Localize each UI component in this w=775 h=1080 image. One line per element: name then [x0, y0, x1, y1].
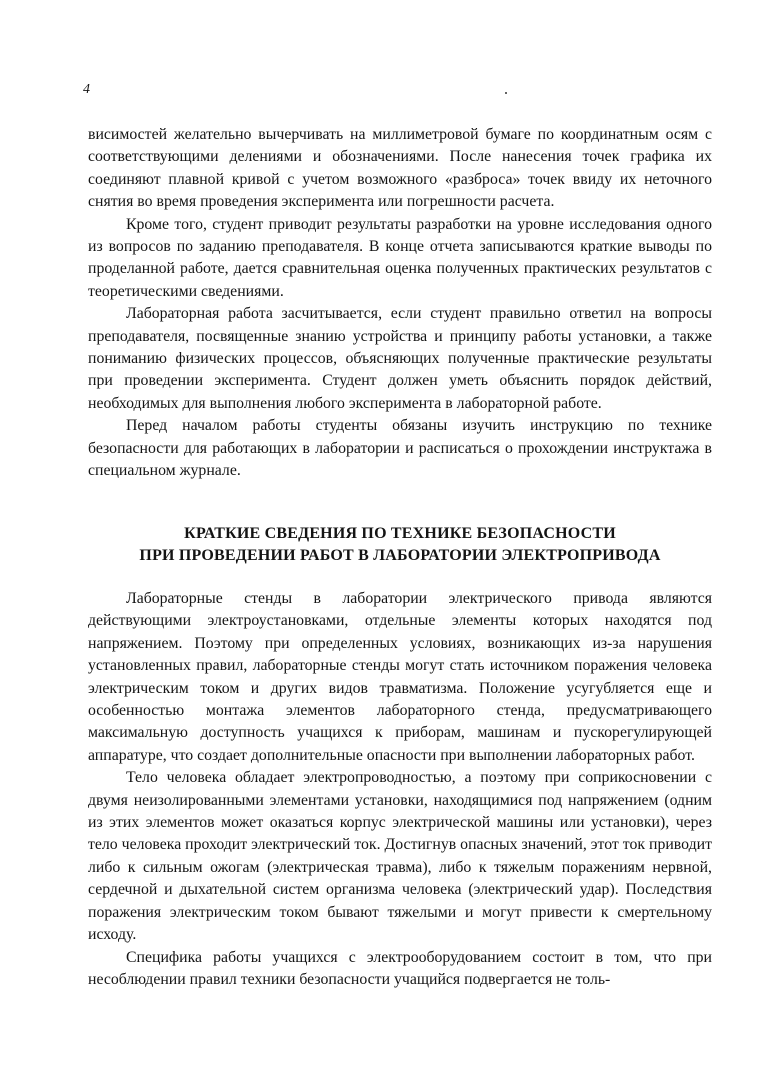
section-text	[88, 588, 712, 991]
paragraph: Тело человека обладает электропроводностью, а поэтому при соприкосновении с двумя неизолированными элементами установки, находящимися под напряжением (одним из этих элементов может оказаться корпус электрической машины или установки), через тело человека проходит электрический ток. Достигнув опасных значений, этот ток приводит либо к сильным ожогам (электрическая травма), либо к тяжелым поражениям нервной, сердечной и дыхательной систем организма человека (электрический удар). Последствия поражения электрическим током бывают тяжелыми и могут привести к смертельному исходу.	[88, 769, 712, 944]
paragraph: висимостей желательно вычерчивать на миллиметровой бумаге по координатным осям с соответствующими делениями и обозначениями. После нанесения точек графика их соединяют плавной кривой с учетом возможного «разброса» точек ввиду их неточного снятия во время проведения эксперимента или погрешности расчета.	[88, 126, 712, 211]
section-heading-line: ПРИ ПРОВЕДЕНИИ РАБОТ В ЛАБОРАТОРИИ ЭЛЕКТРОПРИВОДА	[139, 547, 661, 564]
paragraph: Кроме того, студент приводит результаты разработки на уровне исследования одного из вопросов по заданию преподавателя. В конце отчета записываются краткие выводы по проделанной работе, дается сравнительная оценка полученных практических результатов с теоретическими сведениями.	[88, 215, 712, 300]
intro-text	[88, 124, 712, 483]
section-heading	[88, 523, 712, 567]
paragraph: Специфика работы учащихся с электрооборудованием состоит в том, что при несоблюдении правил техники безопасности учащийся подвергается не толь-	[88, 948, 712, 988]
paragraph: Лабораторные стенды в лаборатории электрического привода являются действующими электроустановками, отдельные элементы которых находятся под напряжением. Поэтому при определенных условиях, возникающих из-за нарушения установленных правил, лабораторные стенды могут стать источником поражения человека электрическим током и других видов травматизма. Положение усугубляется еще и особенностью монтажа элементов лабораторного стенда, предусматривающего максимальную доступность учащихся к приборам, машинам и пускорегулирующей аппаратуре, что создает дополнительные опасности при выполнении лабораторных работ.	[88, 590, 712, 764]
scan-speck	[505, 92, 507, 94]
paragraph: Лабораторная работа засчитывается, если студент правильно ответил на вопросы преподавателя, посвященные знанию устройства и принципу работы установки, а также пониманию физических процессов, объясняющих полученные практические результаты при проведении эксперимента. Студент должен уметь объяснить порядок действий, необходимых для выполнения любого эксперимента в лабораторной работе.	[88, 305, 712, 412]
paragraph: Перед началом работы студенты обязаны изучить инструкцию по технике безопасности для работающих в лаборатории и расписаться о прохождении инструктажа в специальном журнале.	[88, 417, 712, 480]
page-number: 4	[83, 82, 90, 97]
section-heading-line: КРАТКИЕ СВЕДЕНИЯ ПО ТЕХНИКЕ БЕЗОПАСНОСТИ	[184, 525, 616, 542]
